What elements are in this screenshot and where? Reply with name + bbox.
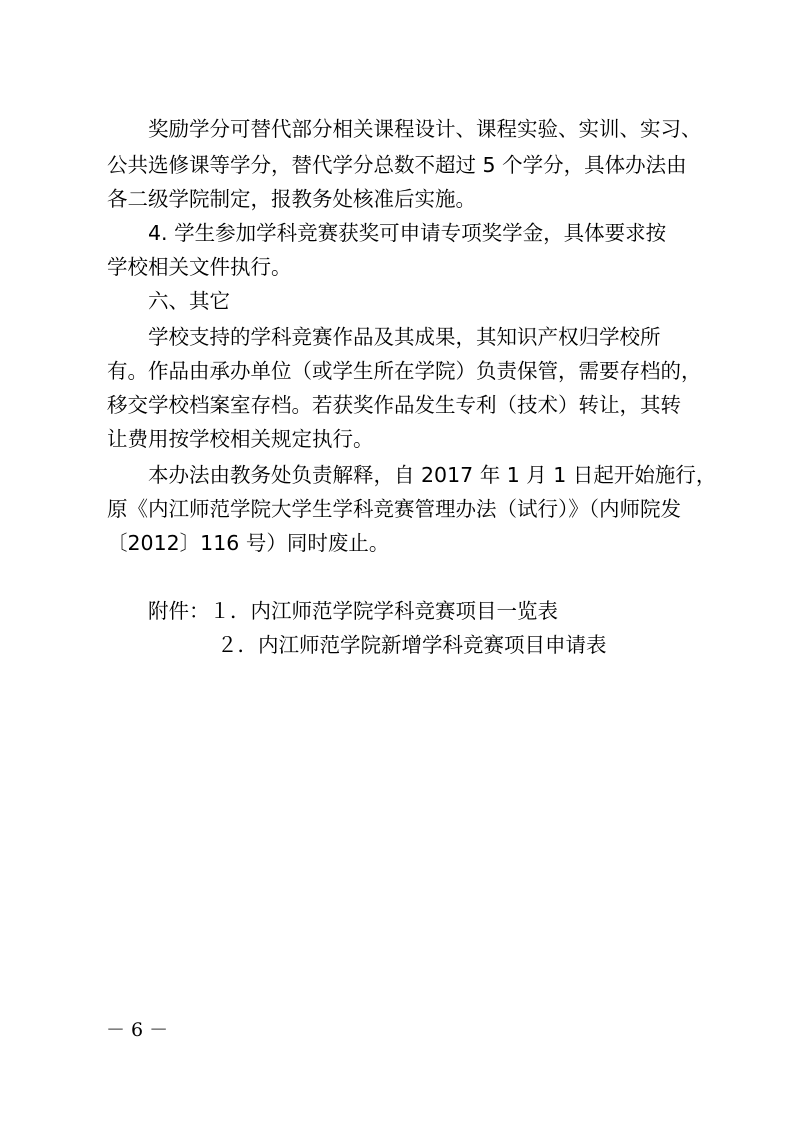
page-number: － 6 －	[106, 1019, 169, 1041]
section-heading: 六、其它	[148, 289, 230, 313]
paragraph-line: 4. 学生参加学科竞赛获奖可申请专项奖学金，具体要求按	[148, 221, 667, 245]
paragraph-line: 〔2012〕116 号）同时废止。	[107, 531, 390, 555]
paragraph-line: 让费用按学校相关规定执行。	[107, 427, 374, 451]
paragraph-line: 有。作品由承办单位（或学生所在学院）负责保管，需要存档的，	[107, 359, 702, 383]
paragraph-line: 各二级学院制定，报教务处核准后实施。	[107, 187, 476, 211]
attachment-item-1: 附件：１．内江师范学院学科竞赛项目一览表	[148, 599, 558, 623]
paragraph-line: 奖励学分可替代部分相关课程设计、课程实验、实训、实习、	[148, 117, 702, 141]
paragraph-line: 本办法由教务处负责解释，自 2017 年 1 月 1 日起开始施行，	[148, 463, 717, 487]
paragraph-line: 学校相关文件执行。	[107, 255, 292, 279]
paragraph-line: 学校支持的学科竞赛作品及其成果，其知识产权归学校所	[148, 325, 661, 349]
attachment-item-2: ２．内江师范学院新增学科竞赛项目申请表	[217, 633, 607, 657]
paragraph-line: 公共选修课等学分，替代学分总数不超过 5 个学分，具体办法由	[107, 153, 687, 177]
paragraph-line: 移交学校档案室存档。若获奖作品发生专利（技术）转让，其转	[107, 393, 681, 417]
paragraph-line: 原《内江师范学院大学生学科竞赛管理办法（试行）》（内师院发	[107, 497, 681, 521]
